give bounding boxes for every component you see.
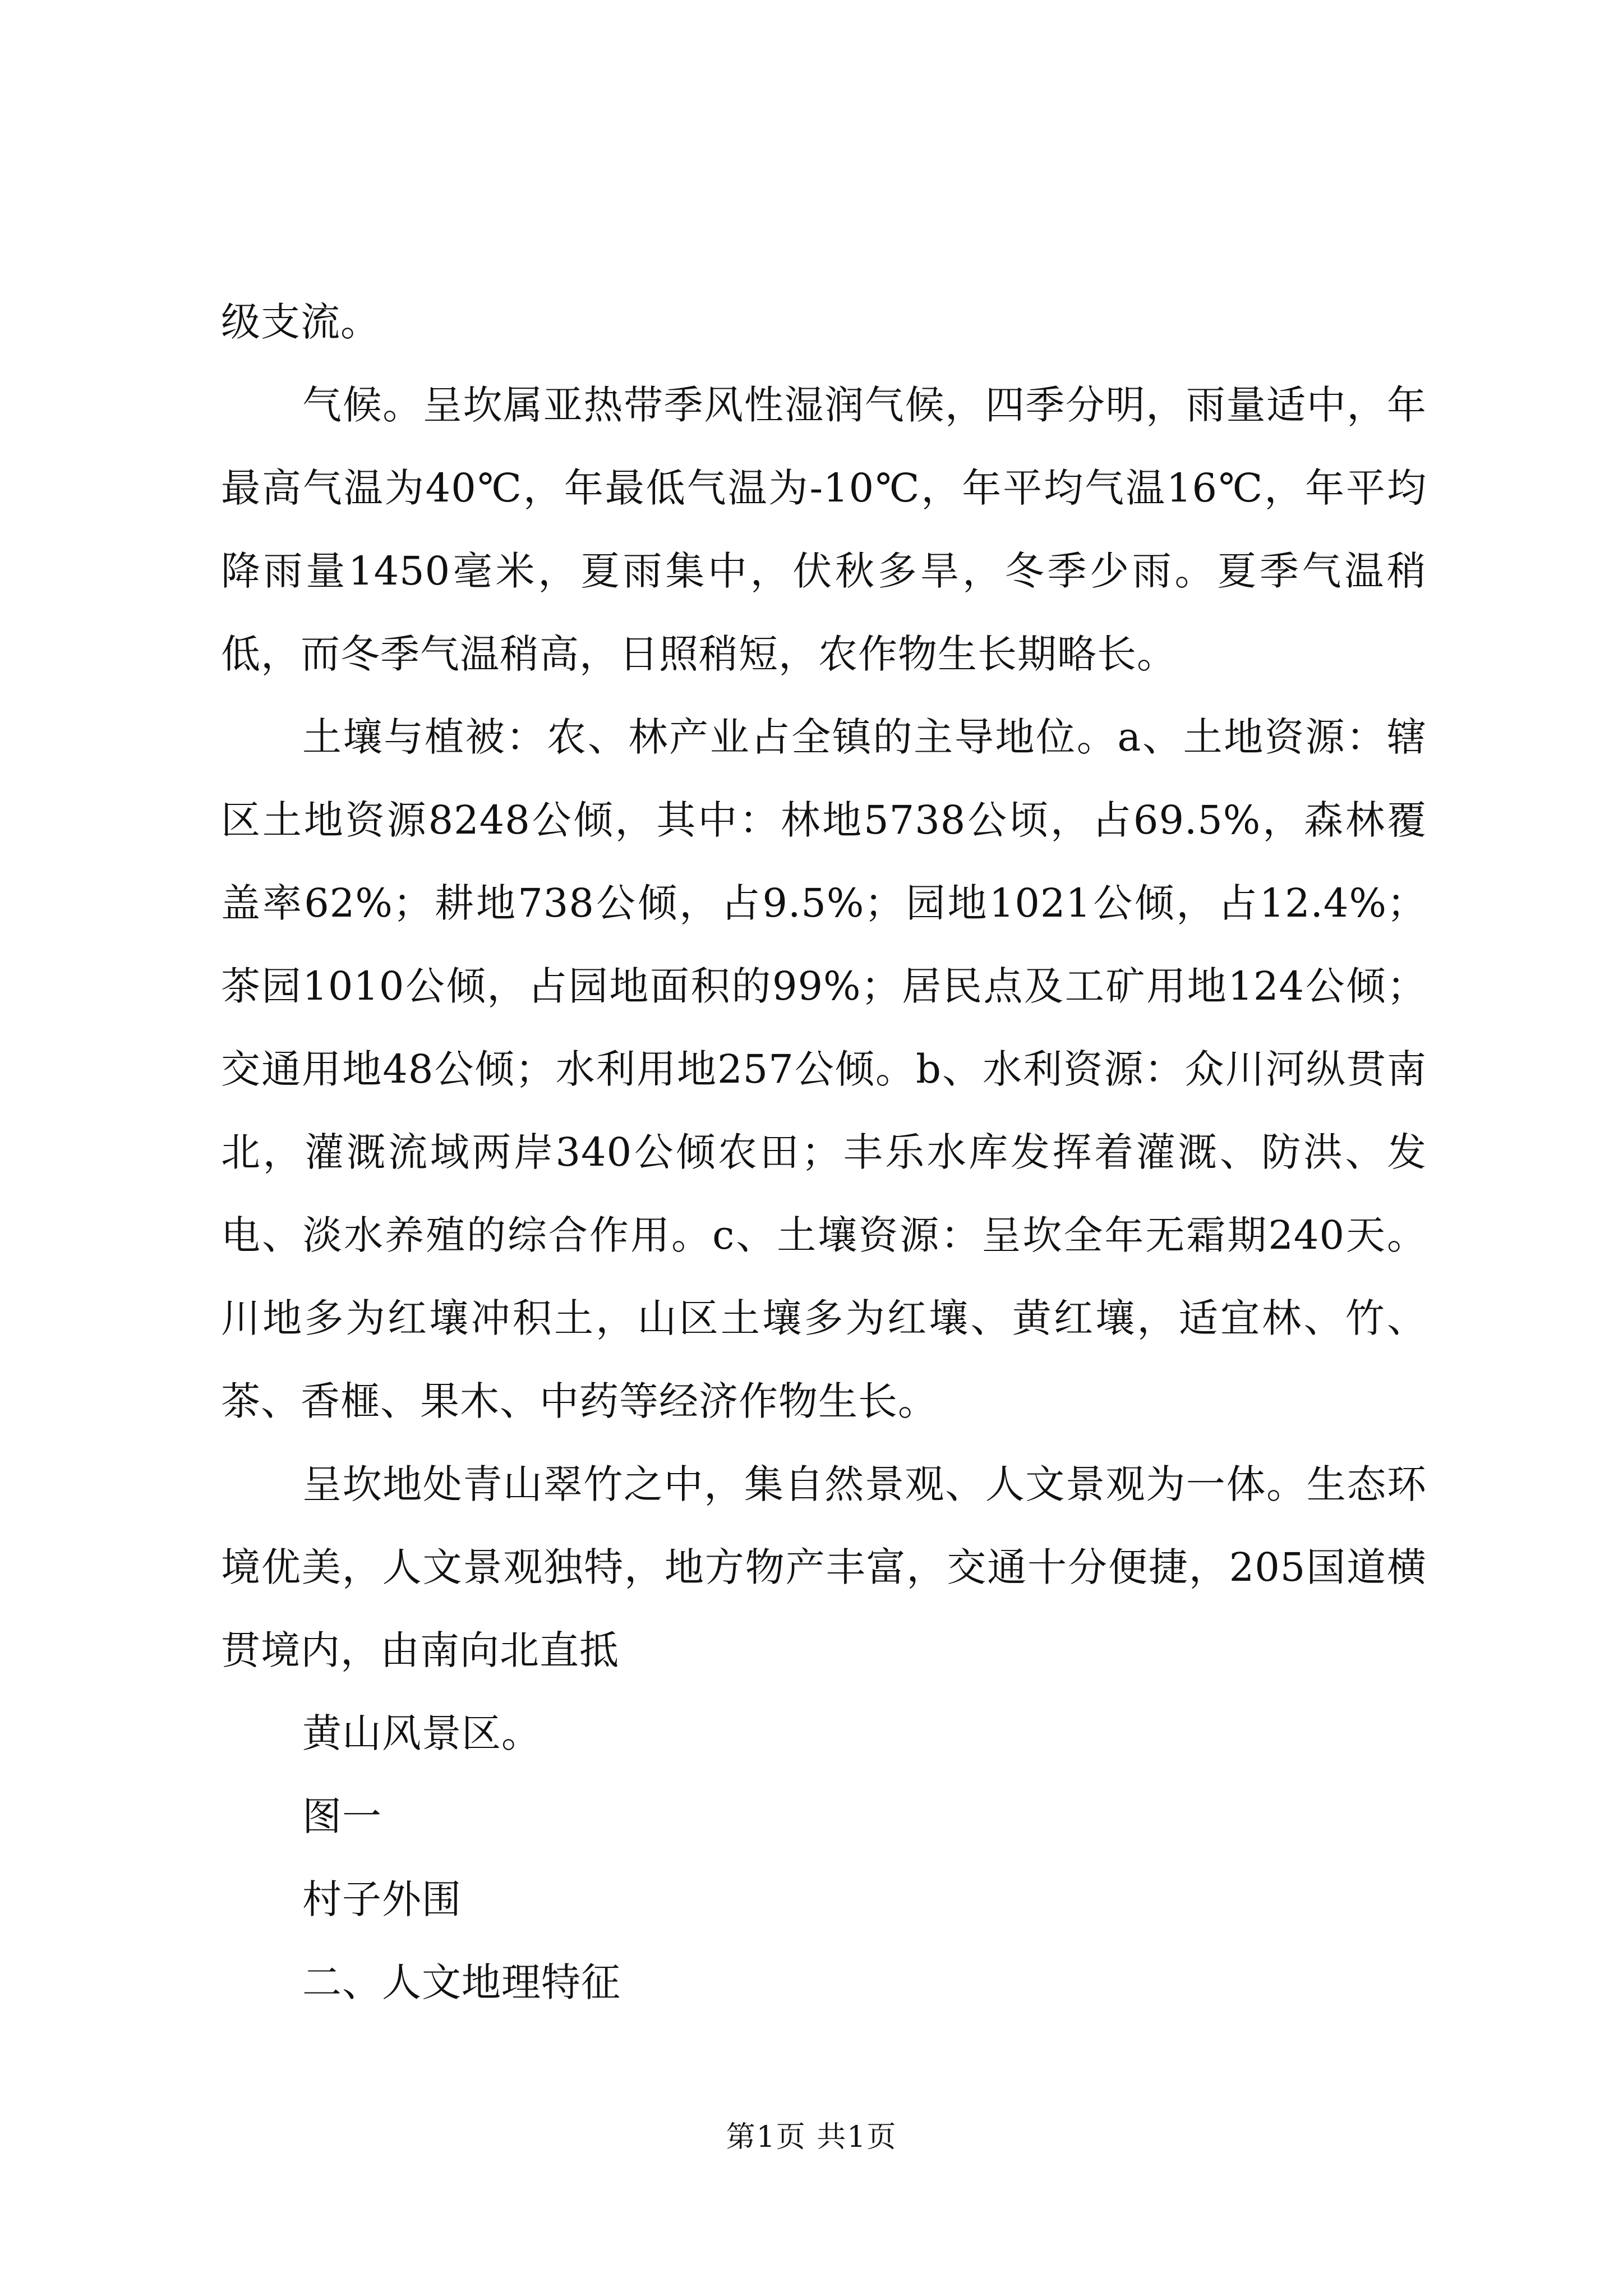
paragraph-continuation: 级支流。 [221,299,380,345]
section-heading: 二、人文地理特征 [302,1959,621,2005]
figure-caption: 村子外围 [302,1876,462,1922]
paragraph-scenic-area: 黄山风景区。 [302,1710,541,1756]
paragraph-landscape: 呈坎地处青山翠竹之中，集自然景观、人文景观为一体。生态环境优美，人文景观独特，地方物产丰富，交通十分便捷，205国道横贯境内，由南向北直抵 [221,1461,1427,1673]
figure-label: 图一 [302,1793,382,1839]
paragraph-climate: 气候。呈坎属亚热带季风性湿润气候，四季分明，雨量适中，年最高气温为40℃，年最低气温为-10℃，年平均气温16℃，年平均降雨量1450毫米，夏雨集中，伏秋多旱，冬季少雨。夏季气温稍低，而冬季气温稍高，日照稍短，农作物生长期略长。 [221,382,1427,677]
document-body [221,280,1427,2024]
paragraph-soil-vegetation: 土壤与植被：农、林产业占全镇的主导地位。a、土地资源：辖区土地资源8248公倾，其中：林地5738公顷，占69.5%，森林覆盖率62%；耕地738公倾，占9.5%；园地1021公倾，占12.4%；茶园1010公倾，占园地面积的99%；居民点及工矿用地124公倾；交通用地48公倾；水利用地257公倾。b、水利资源：众川河纵贯南北，灌溉流域两岸340公倾农田；丰乐水库发挥着灌溉、防洪、发电、淡水养殖的综合作用。c、土壤资源：呈坎全年无霜期240天。川地多为红壤冲积土，山区土壤多为红壤、黄红壤，适宜林、竹、茶、香榧、果木、中药等经济作物生长。 [221,714,1427,1424]
page-number-label: 第1页 共1页 [726,2120,897,2154]
page-footer [0,2118,1623,2157]
